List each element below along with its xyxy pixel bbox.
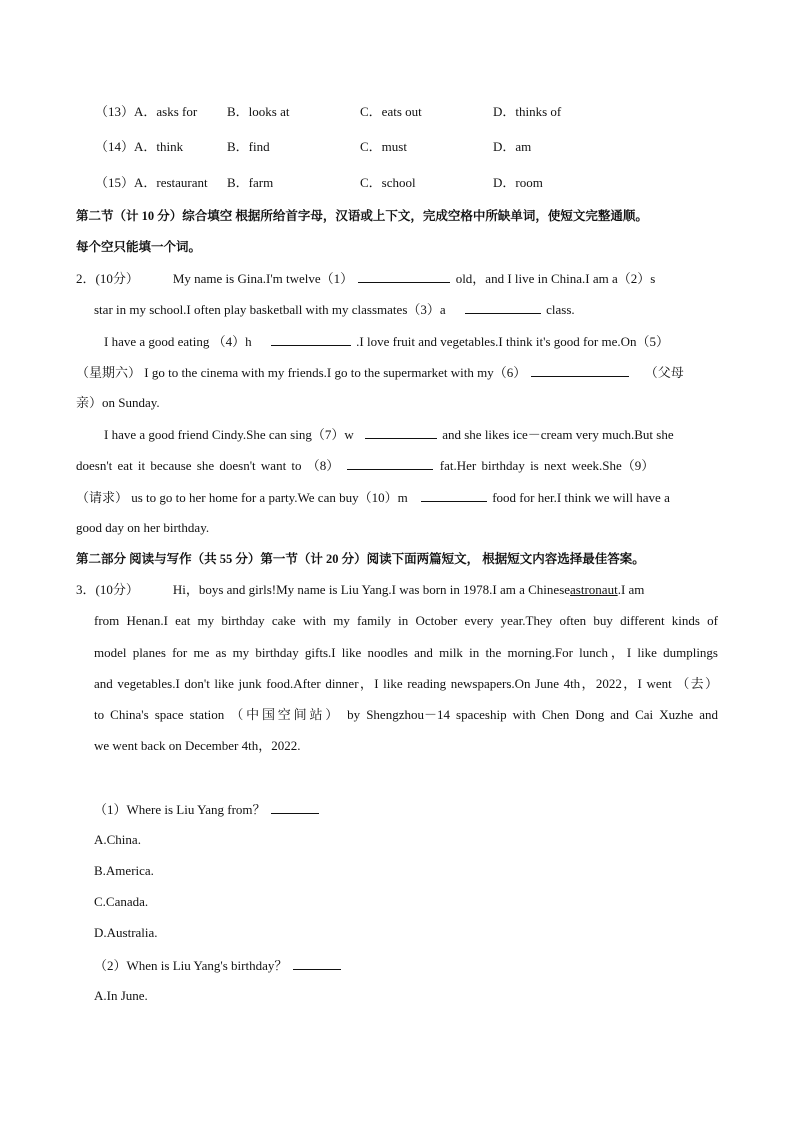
choice-b[interactable]: B.America.: [94, 863, 154, 878]
q2-line-4: （星期六） I go to the cinema with my friends.I go to the supermarket with my（6） （父母: [76, 365, 684, 380]
question-number: 3．(10分）: [76, 582, 139, 597]
answer-blank-6[interactable]: [531, 364, 629, 377]
part-heading: 第二部分 阅读与写作（共 55 分）第一节（计 20 分）阅读下面两篇短文， 根据短文内容选择最佳答案。: [76, 552, 645, 566]
option-c: C．school: [360, 175, 416, 190]
q3-line-6: we went back on December 4th，2022.: [94, 738, 301, 753]
answer-blank-1[interactable]: [358, 270, 450, 283]
section-heading-cont: 每个空只能填一个词。: [76, 240, 202, 254]
choice-c[interactable]: C.Canada.: [94, 894, 149, 909]
q2-line-2: star in my school.I often play basketball with my classmates（3）a class.: [94, 302, 575, 317]
sub-question-2: （2）When is Liu Yang's birthday？: [94, 957, 343, 974]
option-d: D．room: [493, 175, 543, 190]
q3-line-3: model planes for me as my birthday gifts.I like noodles and milk in the morning.For lunch，I like dumplings: [94, 645, 718, 660]
choice-a[interactable]: A.China.: [94, 832, 141, 847]
q2-line-5: 亲）on Sunday.: [76, 395, 160, 410]
q2-line-9: good day on her birthday.: [76, 520, 210, 535]
answer-blank-7[interactable]: [365, 426, 437, 439]
answer-blank-sub2[interactable]: [293, 957, 341, 970]
option-d: D．thinks of: [493, 104, 562, 119]
answer-blank-3[interactable]: [465, 301, 541, 314]
option-d: D．am: [493, 139, 532, 154]
q2-line-3: I have a good eating （4）h .I love fruit and vegetables.I think it's good for me.On（5）: [104, 334, 669, 349]
option-a: （15）A．restaurant: [95, 175, 208, 190]
option-b: B．find: [227, 139, 270, 154]
answer-blank-sub1[interactable]: [271, 801, 319, 814]
question-number: 2．(10分）: [76, 271, 139, 286]
q2-line-8: （请求） us to go to her home for a party.We can buy（10）m food for her.I think we will have a: [76, 490, 670, 505]
choice-a[interactable]: A.In June.: [94, 988, 148, 1003]
option-a: （13）A．asks for: [95, 104, 198, 119]
option-row-13: [95, 104, 695, 120]
q3-line-5: to China's space station （中国空间站） by Shengzhou－14 spaceship with Chen Dong and Cai Xuzhe and: [94, 707, 718, 722]
q3-line-4: and vegetables.I don't like junk food.After dinner，I like reading newspapers.On June 4th，2022，I went （去）: [94, 676, 718, 691]
option-b: B．looks at: [227, 104, 290, 119]
q2-line-1: 2．(10分） My name is Gina.I'm twelve（1） old，and I live in China.I am a（2）s: [76, 271, 656, 286]
underlined-word: astronaut: [570, 582, 618, 597]
sub-question-1: （1）Where is Liu Yang from？: [94, 801, 321, 818]
q3-line-1: 3．(10分） Hi，boys and girls!My name is Liu Yang.I was born in 1978.I am a Chineseastronaut.I am: [76, 582, 645, 597]
option-row-15: [95, 175, 695, 191]
option-a: （14）A．think: [95, 139, 184, 154]
q2-line-6: I have a good friend Cindy.She can sing（7）w and she likes ice－cream very much.But she: [104, 427, 674, 442]
option-row-14: [95, 139, 695, 155]
q3-line-2: from Henan.I eat my birthday cake with my family in October every year.They often buy different kinds of: [94, 613, 718, 628]
answer-blank-4[interactable]: [271, 333, 351, 346]
answer-blank-8[interactable]: [347, 457, 433, 470]
choice-d[interactable]: D.Australia.: [94, 925, 158, 940]
option-c: C．must: [360, 139, 407, 154]
option-b: B．farm: [227, 175, 274, 190]
option-c: C．eats out: [360, 104, 422, 119]
answer-blank-10[interactable]: [421, 489, 487, 502]
q2-line-7: doesn't eat it because she doesn't want to （8） fat.Her birthday is next week.She（9）: [76, 458, 655, 473]
section-heading: 第二节（计 10 分）综合填空 根据所给首字母，汉语或上下文，完成空格中所缺单词，使短文完整通顺。: [76, 209, 648, 223]
